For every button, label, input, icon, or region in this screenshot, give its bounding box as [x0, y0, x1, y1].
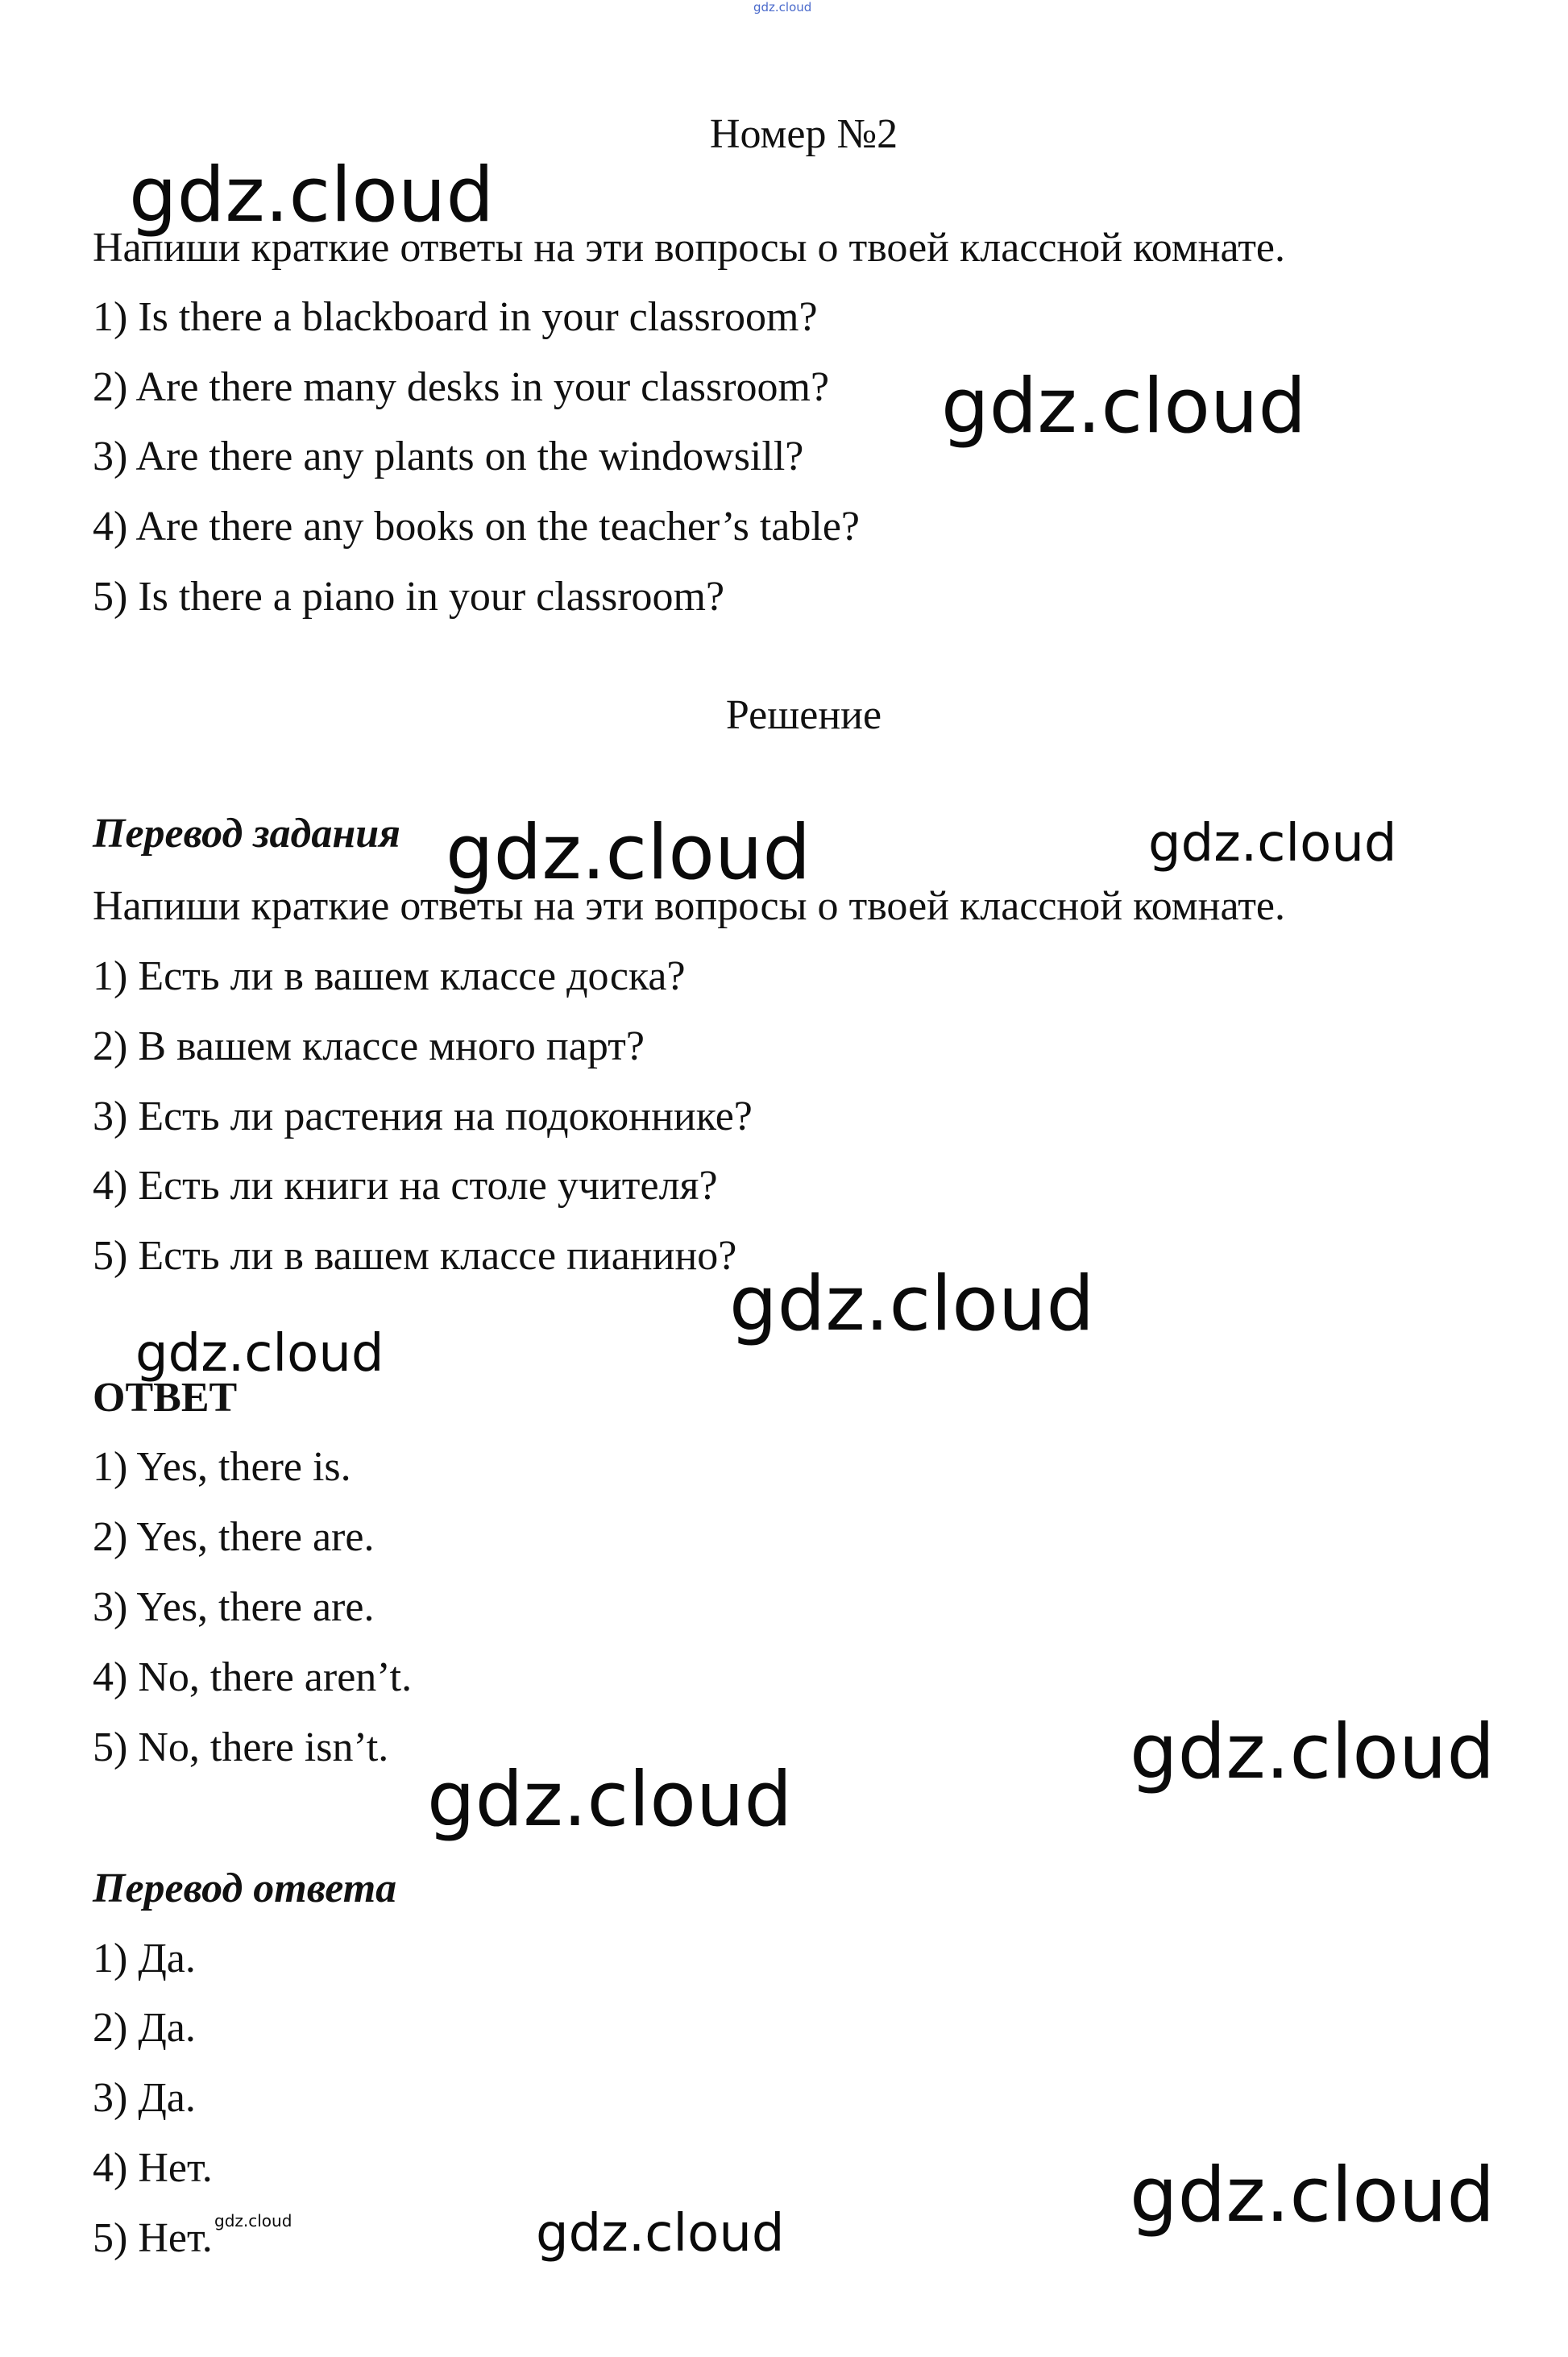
answer-1: 1) Yes, there is.	[93, 1444, 351, 1490]
answer-translation-heading: Перевод ответа	[93, 1865, 397, 1911]
answer-2: 2) Yes, there are.	[93, 1514, 375, 1560]
watermark: gdz.cloud	[427, 1756, 793, 1844]
translated-question-4: 4) Есть ли книги на столе учителя?	[93, 1163, 718, 1209]
answer-translation-1: 1) Да.	[93, 1936, 196, 1981]
watermark: gdz.cloud	[446, 809, 811, 897]
question-2: 2) Are there many desks in your classroom?	[93, 364, 830, 410]
watermark: gdz.cloud	[135, 1324, 384, 1384]
watermark: gdz.cloud	[729, 1260, 1095, 1348]
translation-heading: Перевод задания	[93, 811, 400, 857]
answer-heading: ОТВЕТ	[93, 1375, 238, 1421]
watermark: gdz.cloud	[214, 2211, 292, 2230]
question-1: 1) Is there a blackboard in your classroom?	[93, 294, 818, 340]
watermark: gdz.cloud	[129, 151, 495, 239]
answer-5: 5) No, there isn’t.	[93, 1724, 389, 1770]
answer-translation-5: 5) Нет.	[93, 2215, 213, 2261]
translated-question-5: 5) Есть ли в вашем классе пианино?	[93, 1233, 737, 1279]
question-5: 5) Is there a piano in your classroom?	[93, 574, 725, 620]
task-instruction: Напиши краткие ответы на эти вопросы о твоей классной комнате.	[93, 225, 1285, 271]
solution-heading: Решение	[725, 692, 882, 738]
answer-translation-2: 2) Да.	[93, 2005, 196, 2051]
watermark: gdz.cloud	[536, 2204, 785, 2264]
translated-question-1: 1) Есть ли в вашем классе доска?	[93, 953, 686, 999]
watermark: gdz.cloud	[1130, 2152, 1495, 2239]
watermark: gdz.cloud	[941, 363, 1307, 450]
question-4: 4) Are there any books on the teacher’s table?	[93, 504, 860, 550]
question-3: 3) Are there any plants on the windowsill?	[93, 434, 804, 479]
header-watermark: gdz.cloud	[753, 0, 812, 15]
watermark: gdz.cloud	[1148, 814, 1397, 874]
answer-translation-3: 3) Да.	[93, 2075, 196, 2121]
translated-question-3: 3) Есть ли растения на подоконнике?	[93, 1093, 753, 1139]
answer-translation-4: 4) Нет.	[93, 2145, 213, 2191]
task-title: Номер №2	[709, 111, 898, 157]
answer-4: 4) No, there aren’t.	[93, 1654, 413, 1700]
answer-3: 3) Yes, there are.	[93, 1584, 375, 1630]
translated-question-2: 2) В вашем классе много парт?	[93, 1023, 645, 1069]
translation-instruction: Напиши краткие ответы на эти вопросы о твоей классной комнате.	[93, 883, 1285, 929]
watermark: gdz.cloud	[1130, 1708, 1495, 1796]
